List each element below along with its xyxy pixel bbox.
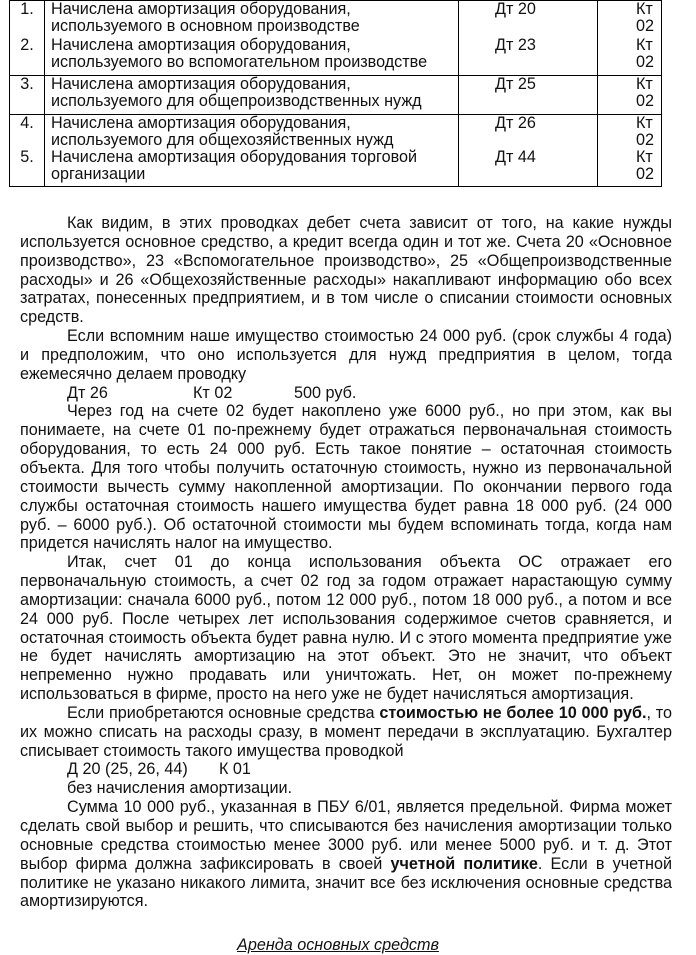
paragraph-example: Если вспомним наше имущество стоимостью 24 000 руб. (срок службы 4 года) и предположим, что оно используется для нужд предприятия в целом, тогда ежемесячно делаем проводку [20, 327, 672, 383]
table-row [10, 37, 662, 76]
entry-description: Начислена амортизация оборудования, используемого для общехозяйственных нужд [45, 115, 459, 150]
entry-credit: Кт 02 [598, 76, 662, 115]
entry-credit: Кт 02 [598, 1, 662, 38]
entry-number: 2. [10, 37, 45, 76]
body-text [20, 214, 672, 911]
entry-number: 4. [10, 115, 45, 150]
paragraph-low-cost-assets: Если приобретаются основные средства стоимостью не более 10 000 руб., то их можно списать на расходы сразу, в момент передачи в эксплуатацию. Бухгалтер списывает стоимость такого имущества проводкой [20, 703, 672, 760]
entry-number: 5. [10, 149, 45, 187]
entries-table [9, 0, 662, 187]
paragraph-accounts: Как видим, в этих проводках дебет счета зависит от того, на какие нужды используется основное средство, а кредит всегда один и тот же. Счета 20 «Основное производство», 23 «Вспомогательное производство», 25 «Общепроизводственные расходы» и 26 «Общехозяйственные расходы» накапливают информацию обо всех затратах, понесенных предприятием, и в том числе о списании стоимости основных средств. [20, 214, 672, 327]
entry-credit: К 01 [219, 760, 251, 779]
journal-entry-monthly [20, 384, 672, 403]
entry-debit: Д 20 (25, 26, 44) [67, 760, 188, 779]
entry-debit: Дт 26 [67, 383, 108, 402]
journal-entry-write-off [20, 760, 672, 779]
entry-description: Начислена амортизация оборудования, используемого в основном производстве [45, 1, 459, 38]
paragraph-accounting-policy: Сумма 10 000 руб., указанная в ПБУ 6/01, является предельной. Фирма может сделать свой выбор и решить, что списываются без начисления амортизации только основные средства стоимостью менее 3000 руб. или менее 5000 руб. и т. д. Этот выбор фирма должна зафиксировать в своей учетной политике. Если в учетной политике не указано никакого лимита, значит все без исключения основные средства амортизируются. [20, 798, 672, 911]
table-row [10, 1, 662, 38]
entry-description: Начислена амортизация оборудования торговой организации [45, 149, 459, 187]
emphasis-limit: стоимостью не более 10 000 руб. [379, 703, 647, 722]
entry-debit: Дт 44 [459, 149, 598, 187]
entry-note: без начисления амортизации. [67, 779, 293, 798]
entry-debit: Дт 23 [459, 37, 598, 76]
entry-debit: Дт 25 [459, 76, 598, 115]
table-row [10, 115, 662, 150]
entry-credit: Кт 02 [598, 149, 662, 187]
entry-number: 3. [10, 76, 45, 115]
table-row [10, 149, 662, 187]
entry-amount: 500 руб. [294, 383, 357, 402]
entry-description: Начислена амортизация оборудования, используемого для общепроизводственных нужд [45, 76, 459, 115]
entry-debit: Дт 26 [459, 115, 598, 150]
entry-credit: Кт 02 [598, 37, 662, 76]
entry-number: 1. [10, 1, 45, 38]
paragraph-accounts-summary: Итак, счет 01 до конца использования объекта ОС отражает его первоначальную стоимость, а счет 02 год за годом отражает нарастающую сумму амортизации: сначала 6000 руб., потом 12 000 руб., потом 18 000 руб., а потом и все 24 000 руб. После четырех лет использования содержимое счетов сравняется, и остаточная стоимость объекта будет равна нулю. И с этого момента предприятие уже не будет начислять амортизацию на этот объект. Это не значит, что объект непременно нужно продавать или уничтожать. Нет, он может по-прежнему использоваться в фирме, просто на него уже не будет начисляться амортизация. [20, 553, 672, 704]
entry-description: Начислена амортизация оборудования, используемого во вспомогательном производстве [45, 37, 459, 76]
table-row [10, 76, 662, 115]
entry-credit: Кт 02 [598, 115, 662, 150]
emphasis-policy: учетной политике [390, 854, 538, 873]
section-heading: Аренда основных средств [237, 936, 439, 954]
paragraph-residual-value: Через год на счете 02 будет накоплено уже 6000 руб., но при этом, как вы понимаете, на счете 01 по-прежнему будет отражаться первоначальная стоимость оборудования, то есть 24 000 руб. Есть такое понятие – остаточная стоимость объекта. Для того чтобы получить остаточную стоимость, нужно из первоначальной стоимости вычесть сумму накопленной амортизации. По окончании первого года службы остаточная стоимость нашего имущества будет равна 18 000 руб. (24 000 руб. – 6000 руб.). Об остаточной стоимости мы будем вспоминать тогда, когда нам придется начислять налог на имущество. [20, 402, 672, 553]
entry-debit: Дт 20 [459, 1, 598, 38]
entry-credit: Кт 02 [193, 383, 233, 402]
